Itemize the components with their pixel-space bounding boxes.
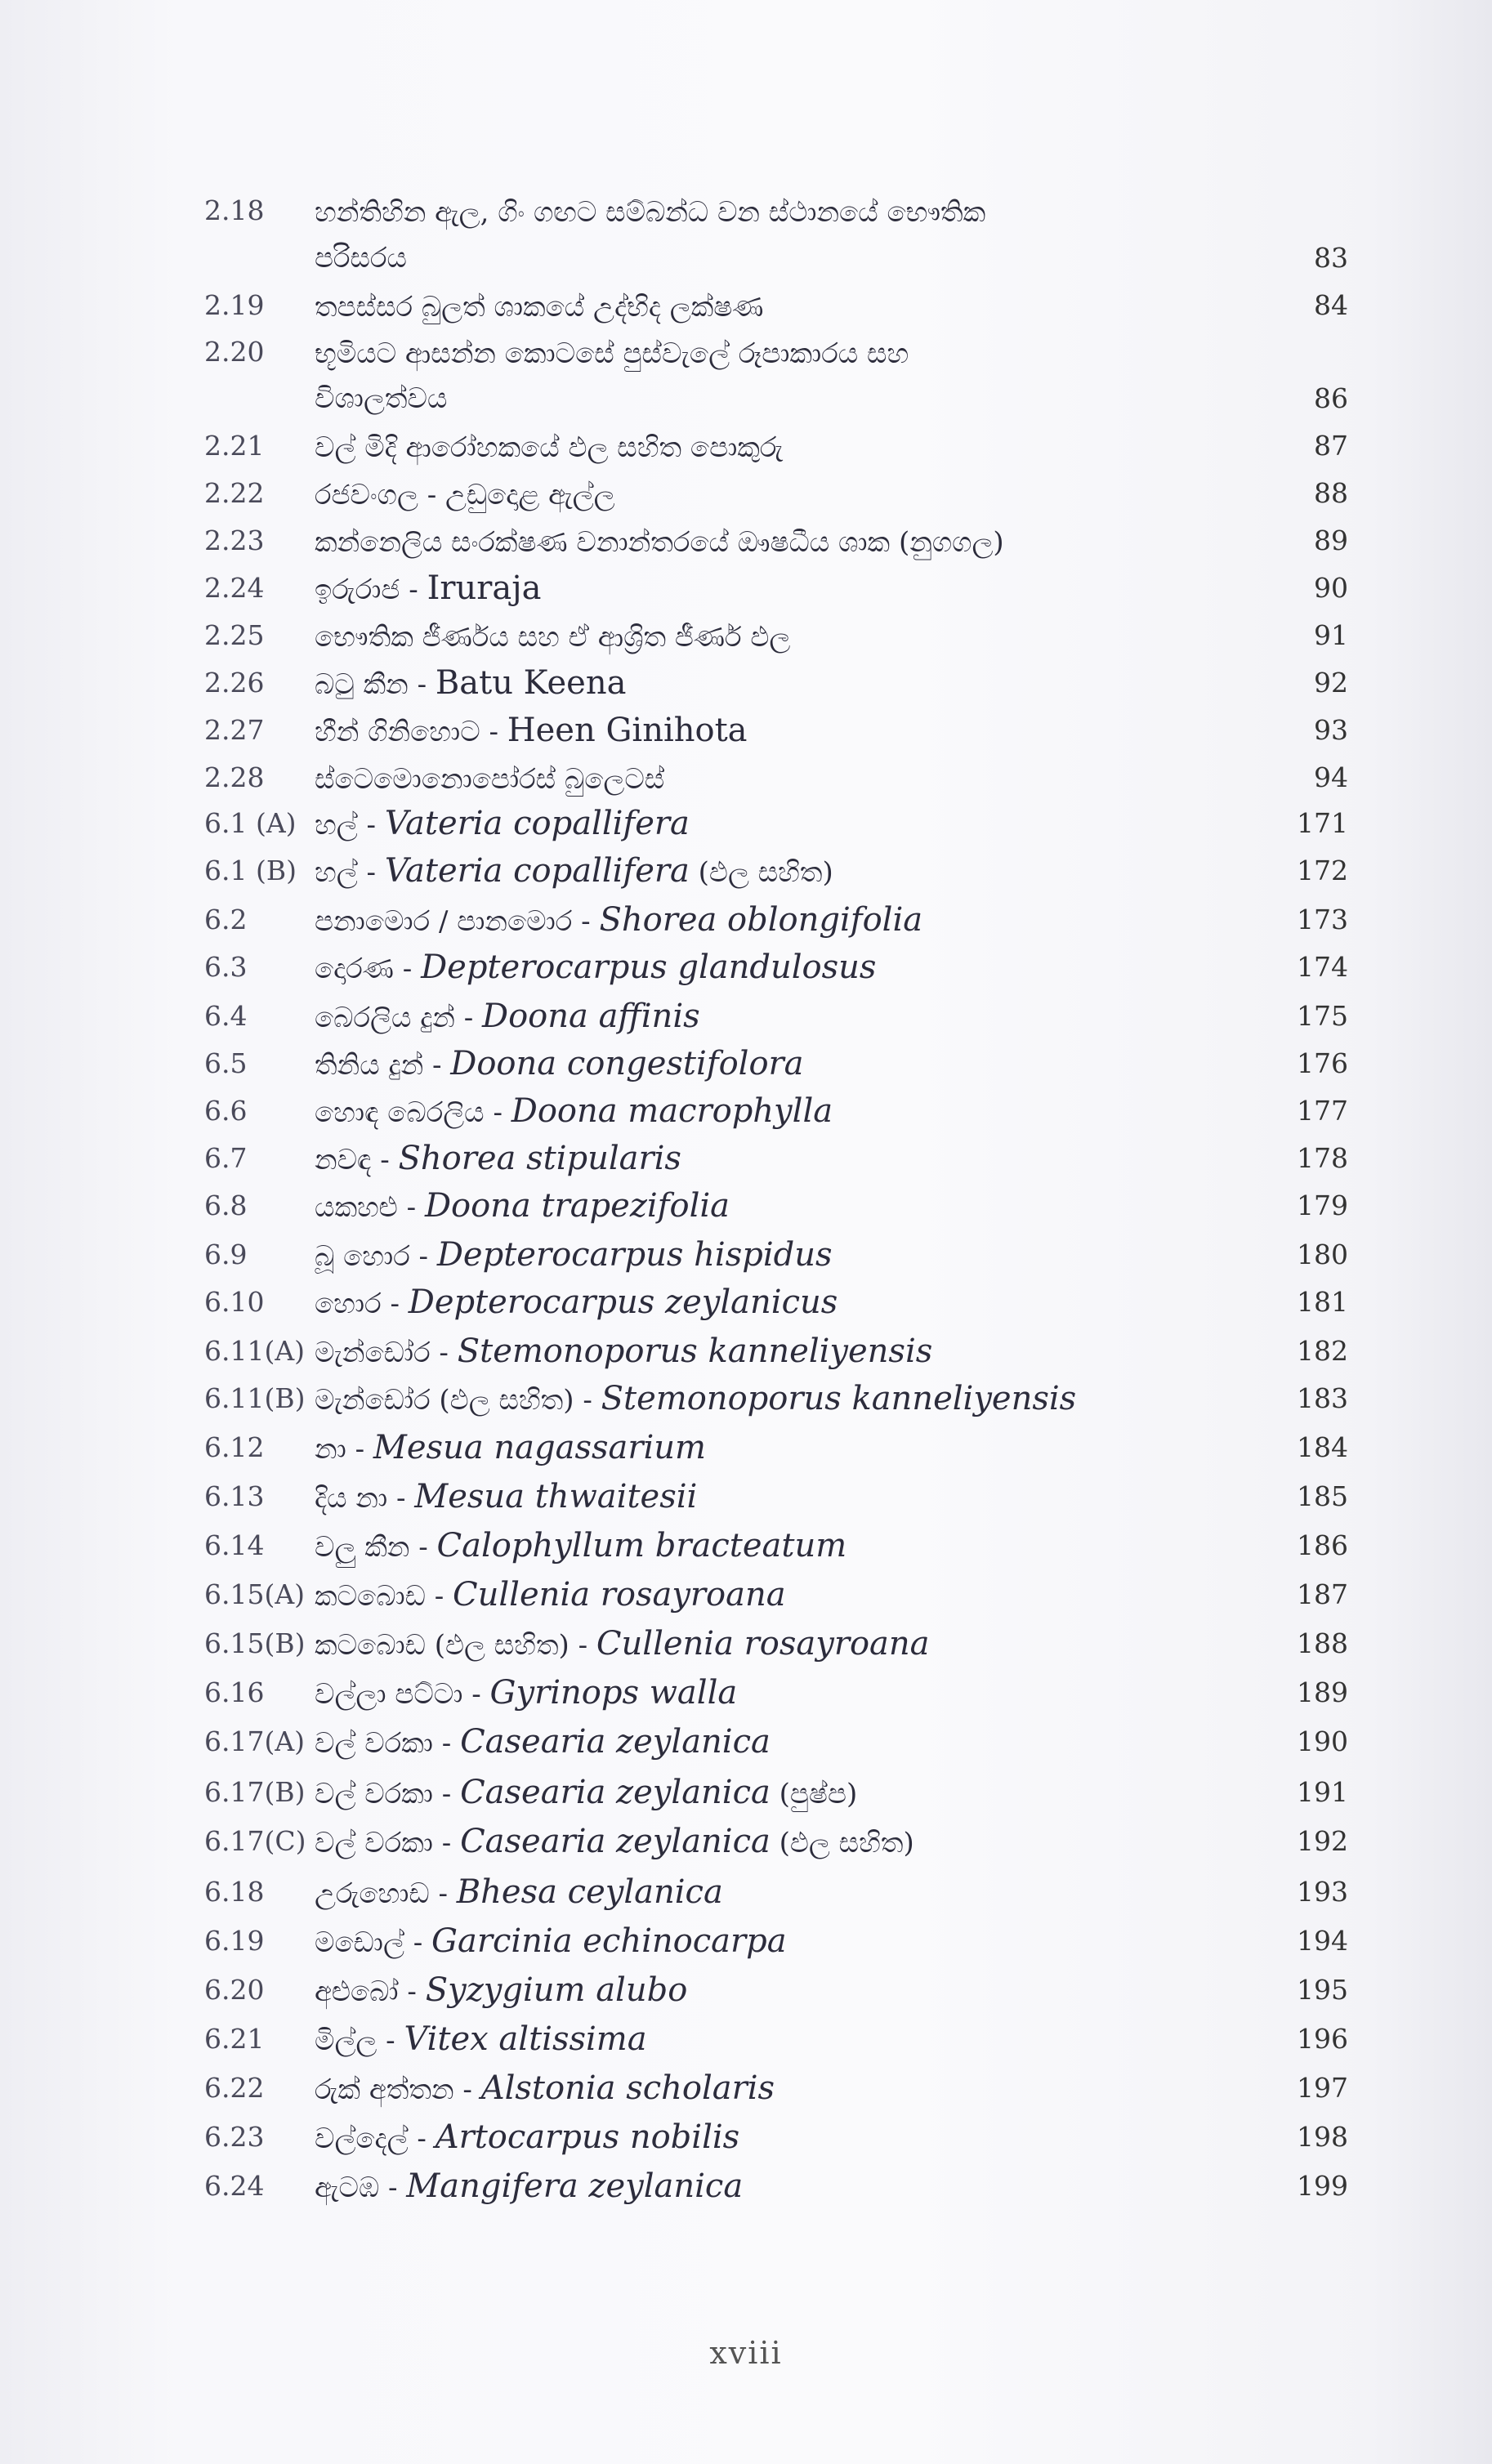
scientific-name: Garcinia echinocarpa (431, 1922, 787, 1960)
sinhala-name: මැන්ඩෝර - (315, 1337, 458, 1369)
page-ref: 87 (1314, 430, 1348, 462)
figure-caption (315, 472, 615, 516)
figure-number: 6.1 (A) (204, 807, 297, 839)
page-ref: 187 (1297, 1578, 1348, 1610)
figure-caption (315, 662, 626, 706)
scientific-name: Doona macrophylla (511, 1092, 833, 1130)
figure-caption (315, 899, 922, 943)
figure-caption (315, 1137, 681, 1181)
scientific-name: Casearia zeylanica (460, 1823, 771, 1860)
sinhala-name: යකහළු - (315, 1191, 425, 1224)
figure-number: 6.4 (204, 1000, 248, 1032)
figure-number: 6.20 (204, 1974, 265, 2006)
sinhala-name: වල් වරකා - (315, 1727, 461, 1760)
page-ref: 183 (1297, 1382, 1348, 1414)
sinhala-name: දොරණ - (315, 953, 422, 985)
sinhala-name: නා - (315, 1433, 373, 1466)
scientific-name: Doona trapezifolia (424, 1187, 730, 1225)
figure-caption (315, 757, 664, 801)
page-ref: 191 (1297, 1776, 1348, 1808)
figure-caption (315, 1820, 914, 1864)
scientific-name: Depterocarpus glandulosus (421, 949, 877, 986)
page-ref: 88 (1314, 477, 1348, 509)
figure-caption (315, 190, 985, 234)
figure-number: 6.13 (204, 1480, 265, 1512)
figure-number: 6.11(B) (204, 1382, 306, 1414)
caption-suffix: (පුෂ්ප) (770, 1778, 858, 1810)
figure-number: 6.5 (204, 1047, 248, 1079)
figure-number: 2.20 (204, 336, 265, 368)
figure-caption (315, 1090, 833, 1134)
sinhala-name: වල් මිදි ආරෝහකයේ ඵල සහිත පොකුරු (315, 431, 784, 464)
scientific-name: Stemonoporus kanneliyensis (601, 1380, 1077, 1417)
figure-number: 2.28 (204, 761, 265, 793)
sinhala-name: මිල්ල - (315, 2024, 404, 2057)
figure-caption (315, 1281, 838, 1325)
figure-caption (315, 1330, 932, 1374)
figure-number: 6.15(B) (204, 1627, 306, 1659)
figure-caption (315, 709, 748, 753)
sinhala-name: වලු කීන - (315, 1531, 437, 1564)
latin-name: Heen Ginihota (507, 712, 748, 749)
scientific-name: Vateria copallifera (384, 852, 690, 890)
sinhala-name: හොර - (315, 1288, 409, 1320)
page-number: xviii (709, 2335, 783, 2371)
sinhala-name: නවඳ - (315, 1144, 399, 1176)
figure-number: 6.3 (204, 951, 248, 983)
figure-number: 6.15(A) (204, 1578, 306, 1610)
page-ref: 185 (1297, 1480, 1348, 1512)
page-ref: 181 (1297, 1286, 1348, 1318)
figure-number: 2.19 (204, 289, 265, 321)
page-ref: 195 (1297, 1974, 1348, 2006)
sinhala-name: බෙරලිය දුන් - (315, 1002, 483, 1034)
latin-name: Iruraja (427, 569, 542, 607)
figure-caption (315, 2165, 743, 2209)
scientific-name: Vitex altissima (404, 2020, 647, 2058)
page-ref: 193 (1297, 1876, 1348, 1908)
scientific-name: Bhesa ceylanica (456, 1873, 723, 1911)
figure-number: 6.11(A) (204, 1335, 306, 1367)
sinhala-name: භූමියට ආසන්න කොටසේ පුස්වැලේ රූපාකාරය සහ (315, 337, 909, 370)
sinhala-name: ඇටඹ - (315, 2172, 407, 2204)
page-ref: 179 (1297, 1190, 1348, 1221)
figure-number: 6.24 (204, 2170, 265, 2202)
page-ref: 194 (1297, 1925, 1348, 1957)
figure-number: 6.6 (204, 1095, 248, 1127)
page-ref: 91 (1314, 619, 1348, 651)
page-ref: 84 (1314, 289, 1348, 321)
figure-caption (315, 520, 1004, 564)
figure-caption (315, 1771, 857, 1815)
figure-number: 2.25 (204, 619, 265, 651)
page-ref: 198 (1297, 2121, 1348, 2153)
page-ref: 86 (1314, 382, 1348, 414)
scientific-name: Doona affinis (482, 998, 700, 1035)
sinhala-name: උරුහොඩ - (315, 1877, 457, 1910)
page-ref: 92 (1314, 667, 1348, 699)
sinhala-name: පනාමොර / පානමොර - (315, 905, 600, 938)
scientific-name: Calophyllum bracteatum (436, 1527, 847, 1565)
scientific-name: Depterocarpus hispidus (436, 1236, 833, 1274)
sinhala-name: රුක් අත්තන - (315, 2073, 481, 2106)
scientific-name: Vateria copallifera (384, 805, 690, 842)
sinhala-name: බටු කීන - (315, 668, 436, 701)
scientific-name: Artocarpus nobilis (435, 2118, 740, 2156)
page-ref: 83 (1314, 242, 1348, 274)
sinhala-name: වල් වරකා - (315, 1778, 461, 1810)
figure-caption (315, 284, 764, 328)
figure-number: 6.1 (B) (204, 855, 297, 886)
figure-caption (315, 1871, 723, 1915)
figure-caption (315, 1969, 687, 2013)
figure-caption (315, 1426, 706, 1471)
figure-number: 6.10 (204, 1286, 265, 1318)
figure-caption (315, 2116, 739, 2160)
figure-caption (315, 1475, 697, 1520)
scientific-name: Shorea stipularis (398, 1140, 681, 1177)
figure-caption (315, 1672, 737, 1716)
figure-number: 6.21 (204, 2023, 265, 2055)
scientific-name: Syzygium alubo (425, 1971, 688, 2009)
figure-number: 2.21 (204, 430, 265, 462)
figure-caption (315, 946, 876, 990)
scientific-name: Gyrinops walla (489, 1674, 738, 1712)
sinhala-name: ඉරුරාජ - (315, 574, 427, 606)
sinhala-name: මැන්ඩෝර (ඵල සහිත) - (315, 1384, 601, 1417)
figure-number: 2.24 (204, 572, 265, 604)
page-ref: 172 (1297, 855, 1348, 886)
figure-number: 6.8 (204, 1190, 248, 1221)
sinhala-name: හන්තිහින ඇල, ගිං ගඟට සම්බන්ධ වන ස්ථානයේ භෞතික (315, 196, 986, 229)
scientific-name: Shorea oblongifolia (599, 901, 923, 939)
sinhala-name: වල්දෙල් - (315, 2123, 436, 2155)
sinhala-name: බූ හොර - (315, 1240, 437, 1273)
page-ref: 178 (1297, 1142, 1348, 1174)
page-ref: 192 (1297, 1825, 1348, 1857)
sinhala-name: වල්ලා පට්ටා - (315, 1678, 490, 1711)
figure-caption (315, 2018, 647, 2062)
sinhala-name: අළුබෝ - (315, 1975, 426, 2008)
caption-suffix: (ඵල සහිත) (689, 856, 833, 889)
scientific-name: Mesua thwaitesii (414, 1478, 698, 1515)
sinhala-name: හොඳ බෙරලිය - (315, 1096, 511, 1129)
sinhala-name: ස්ටෙමොනොපෝරස් බුලෙටස් (315, 763, 665, 796)
figure-caption (315, 614, 790, 658)
page-ref: 171 (1297, 807, 1348, 839)
latin-name: Batu Keena (435, 664, 627, 702)
figure-caption (315, 1042, 804, 1087)
figure-number: 2.27 (204, 714, 265, 746)
figure-caption (315, 1234, 833, 1278)
scientific-name: Casearia zeylanica (460, 1723, 771, 1761)
figure-caption (315, 995, 700, 1039)
page-ref: 188 (1297, 1627, 1348, 1659)
figure-number: 6.18 (204, 1876, 265, 1908)
figure-caption (315, 425, 783, 469)
scientific-name: Mangifera zeylanica (406, 2167, 744, 2205)
sinhala-name: කටබොඩ - (315, 1580, 453, 1613)
figure-number: 6.16 (204, 1676, 265, 1708)
sinhala-name: තිනිය දුන් - (315, 1049, 451, 1082)
caption-suffix: (ඵල සහිත) (770, 1827, 914, 1859)
figure-number: 6.17(B) (204, 1776, 306, 1808)
sinhala-name: කන්නෙලිය සංරක්ෂණ වනාන්තරයේ ඖෂධීය ශාක (නුගගල) (315, 526, 1004, 559)
page-ref: 189 (1297, 1676, 1348, 1708)
page-ref: 89 (1314, 524, 1348, 556)
figure-caption (315, 1377, 1076, 1422)
page-ref: 182 (1297, 1335, 1348, 1367)
page-ref: 190 (1297, 1725, 1348, 1757)
page-ref: 90 (1314, 572, 1348, 604)
figure-caption (315, 802, 690, 846)
figure-caption (315, 1623, 930, 1667)
figure-number: 6.17(C) (204, 1825, 306, 1857)
figure-number: 6.17(A) (204, 1725, 306, 1757)
sinhala-name: තපස්සර බුලත් ශාකයේ උද්භිද ලක්ෂණ (315, 291, 764, 324)
sinhala-name: කටබොඩ (ඵල සහිත) - (315, 1629, 596, 1662)
figure-caption (315, 1920, 787, 1964)
page-ref: 176 (1297, 1047, 1348, 1079)
page-ref: 173 (1297, 904, 1348, 935)
page-ref: 94 (1314, 761, 1348, 793)
page-ref: 175 (1297, 1000, 1348, 1032)
figure-number: 6.12 (204, 1431, 265, 1463)
figure-number: 6.2 (204, 904, 248, 935)
figure-number: 6.14 (204, 1529, 265, 1561)
figure-caption (315, 2067, 775, 2111)
figure-caption (315, 331, 909, 375)
sinhala-name: හල් - (315, 856, 385, 889)
page-ref: 177 (1297, 1095, 1348, 1127)
sinhala-name: වල් වරකා - (315, 1827, 461, 1859)
scientific-name: Cullenia rosayroana (453, 1576, 786, 1614)
figure-number: 6.7 (204, 1142, 248, 1174)
sinhala-name: හීන් ගිනිහොට - (315, 716, 507, 748)
figure-number: 2.23 (204, 524, 265, 556)
page-ref: 180 (1297, 1239, 1348, 1270)
scientific-name: Doona congestifolora (450, 1045, 804, 1082)
figure-number: 2.26 (204, 667, 265, 699)
figure-number: 2.22 (204, 477, 265, 509)
page-ref: 93 (1314, 714, 1348, 746)
sinhala-name: භෞතික ජීර්ණය සහ ඒ ආශ්‍රිත ජීර්ණ ඵල (315, 621, 791, 654)
sinhala-name: මඩොල් - (315, 1926, 432, 1959)
sinhala-name: දිය නා - (315, 1482, 415, 1515)
page-ref: 174 (1297, 951, 1348, 983)
figure-number: 2.18 (204, 194, 265, 226)
scientific-name: Depterocarpus zeylanicus (408, 1283, 838, 1321)
scientific-name: Stemonoporus kanneliyensis (457, 1332, 933, 1370)
scientific-name: Alstonia scholaris (480, 2069, 775, 2107)
figure-number: 6.9 (204, 1239, 248, 1270)
page-ref: 196 (1297, 2023, 1348, 2055)
figure-number: 6.19 (204, 1925, 265, 1957)
page-ref: 197 (1297, 2072, 1348, 2104)
figure-number: 6.22 (204, 2072, 265, 2104)
sinhala-name: හල් - (315, 809, 385, 841)
figure-number: 6.23 (204, 2121, 265, 2153)
figure-caption (315, 567, 541, 611)
scientific-name: Mesua nagassarium (373, 1429, 706, 1466)
figure-caption: පරිසරය (315, 242, 407, 275)
page-ref: 184 (1297, 1431, 1348, 1463)
figure-caption (315, 1721, 771, 1765)
figure-caption (315, 1185, 730, 1229)
scientific-name: Casearia zeylanica (460, 1774, 771, 1811)
figure-caption (315, 1524, 847, 1569)
sinhala-name: රජවංගල - උඩුදොළ ඇල්ල (315, 479, 615, 511)
page-ref: 199 (1297, 2170, 1348, 2202)
scientific-name: Cullenia rosayroana (596, 1625, 930, 1663)
figure-caption: විශාලත්වය (315, 382, 448, 415)
figure-caption (315, 1573, 786, 1618)
page-ref: 186 (1297, 1529, 1348, 1561)
figure-caption (315, 850, 833, 894)
